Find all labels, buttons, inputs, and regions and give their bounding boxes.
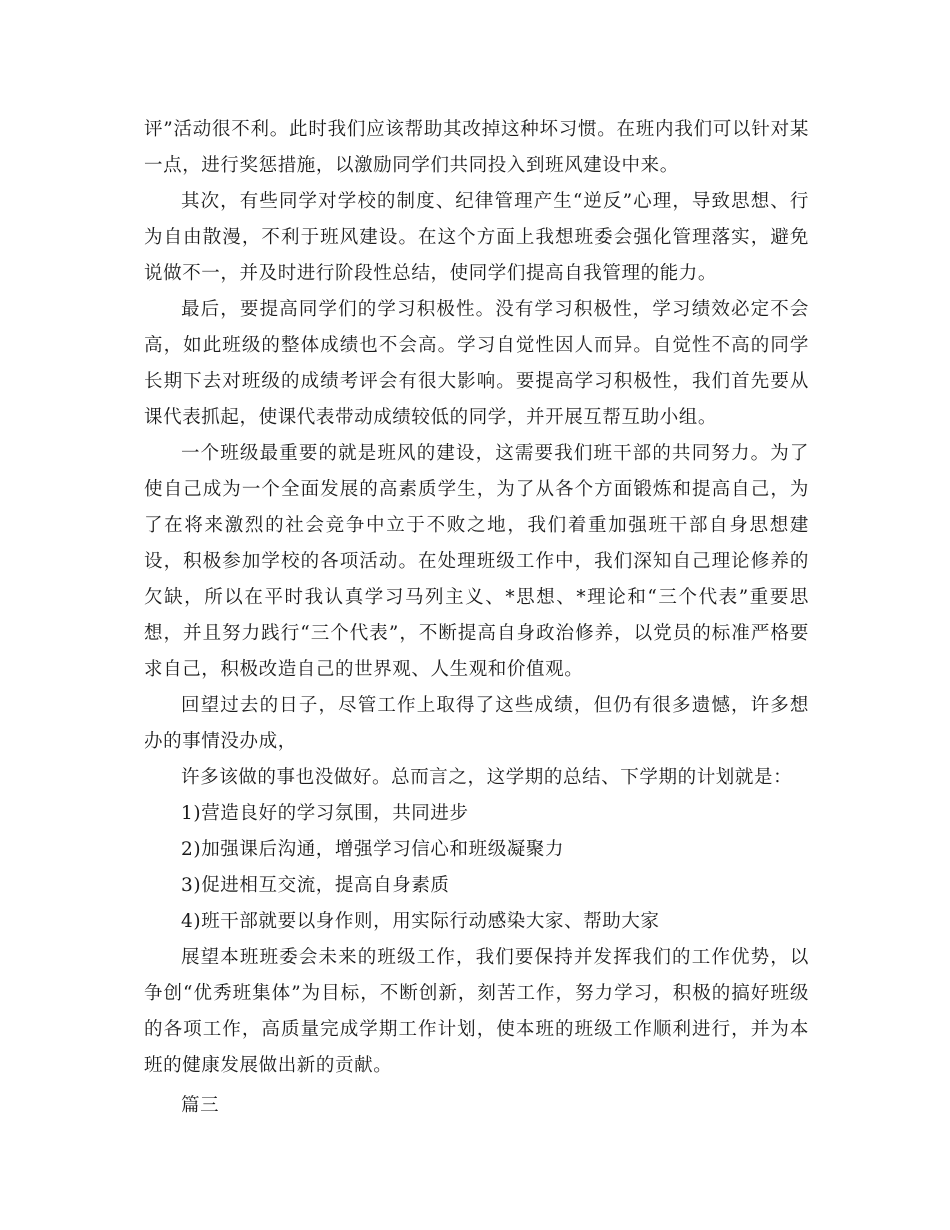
list-item: 2)加强课后沟通，增强学习信心和班级凝聚力: [181, 839, 565, 860]
list-item: 3)促进相互交流，提高自身素质: [181, 875, 450, 896]
paragraph-continued: 评”活动很不利。此时我们应该帮助其改掉这种坏习惯。在班内我们可以针对某一点，进行奖惩措施，以激励同学们共同投入到班风建设中来。: [144, 119, 809, 176]
list-item: 4)班干部就要以身作则，用实际行动感染大家、帮助大家: [181, 911, 660, 932]
paragraph-study-motivation: 最后，要提高同学们的学习积极性。没有学习积极性，学习绩效必定不会高，如此班级的整体成绩也不会高。学习自觉性因人而异。自觉性不高的同学长期下去对班级的成绩考评会有很大影响。要提高学习积极性，我们首先要从课代表抓起，使课代表带动成绩较低的同学，并开展互帮互助小组。: [144, 299, 809, 428]
paragraph-summary: 许多该做的事也没做好。总而言之，这学期的总结、下学期的计划就是：: [181, 767, 793, 788]
document-body: [144, 112, 809, 1124]
paragraph-discipline: 其次，有些同学对学校的制度、纪律管理产生“逆反”心理，导致思想、行为自由散漫，不利于班风建设。在这个方面上我想班委会强化管理落实，避免说做不一，并及时进行阶段性总结，使同学们提高自我管理的能力。: [144, 191, 809, 284]
paragraph-review: 回望过去的日子，尽管工作上取得了这些成绩，但仍有很多遗憾，许多想办的事情没办成，: [144, 695, 809, 752]
list-item: 1)营造良好的学习氛围，共同进步: [181, 803, 469, 824]
paragraph-outlook: 展望本班班委会未来的班级工作，我们要保持并发挥我们的工作优势，以争创“优秀班集体”为目标，不断创新，刻苦工作，努力学习，积极的搞好班级的各项工作，高质量完成学期工作计划，使本班的班级工作顺利进行，并为本班的健康发展做出新的贡献。: [144, 947, 809, 1076]
paragraph-class-style: 一个班级最重要的就是班风的建设，这需要我们班干部的共同努力。为了使自己成为一个全面发展的高素质学生，为了从各个方面锻炼和提高自己，为了在将来激烈的社会竞争中立于不败之地，我们着重加强班干部自身思想建设，积极参加学校的各项活动。在处理班级工作中，我们深知自己理论修养的欠缺，所以在平时我认真学习马列主义、*思想、*理论和“三个代表”重要思想，并且努力践行“三个代表”，不断提高自身政治修养，以党员的标准严格要求自己，积极改造自己的世界观、人生观和价值观。: [144, 443, 809, 680]
section-heading: 篇三: [181, 1095, 220, 1116]
